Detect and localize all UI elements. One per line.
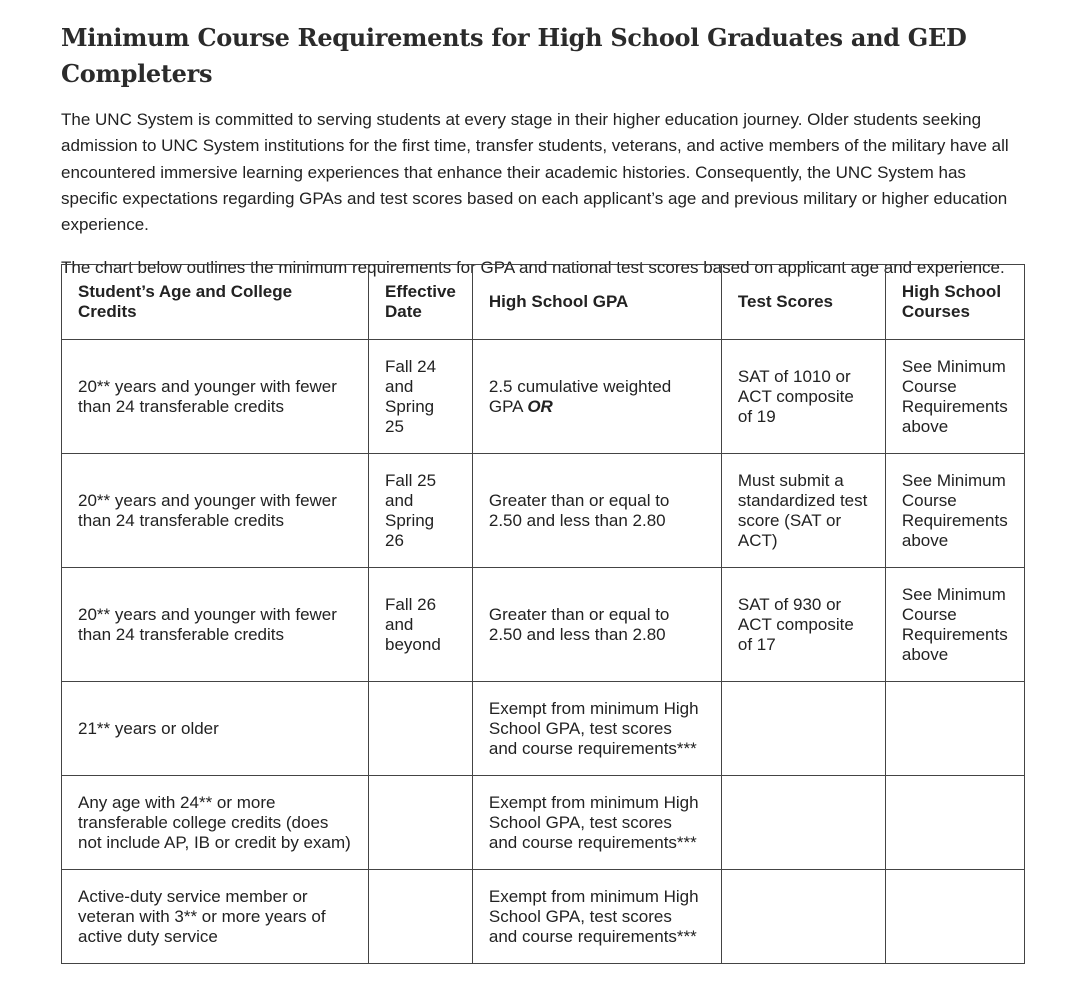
cell-high-school-gpa bbox=[472, 340, 721, 454]
cell-age-credits: 20** years and younger with fewer than 24 transferable credits bbox=[62, 340, 369, 454]
cell-high-school-courses: See Minimum Course Requirements above bbox=[885, 454, 1024, 568]
cell-test-scores: Must submit a standardized test score (SAT or ACT) bbox=[721, 454, 885, 568]
cell-age-credits: Any age with 24** or more transferable college credits (does not include AP, IB or credit by exam) bbox=[62, 776, 369, 870]
content bbox=[61, 20, 1041, 281]
cell-test-scores: SAT of 930 or ACT composite of 17 bbox=[721, 568, 885, 682]
table-row bbox=[62, 340, 1025, 454]
table-row bbox=[62, 568, 1025, 682]
cell-effective-date: Fall 24 and Spring 25 bbox=[369, 340, 473, 454]
cell-test-scores: SAT of 1010 or ACT composite of 19 bbox=[721, 340, 885, 454]
cell-high-school-courses: See Minimum Course Requirements above bbox=[885, 340, 1024, 454]
table-row bbox=[62, 454, 1025, 568]
cell-effective-date bbox=[369, 682, 473, 776]
table-lead-paragraph: The chart below outlines the minimum requirements for GPA and national test scores based on applicant age and experience. bbox=[61, 258, 1005, 278]
cell-high-school-gpa: Exempt from minimum High School GPA, test scores and course requirements*** bbox=[472, 870, 721, 964]
cell-high-school-courses bbox=[885, 682, 1024, 776]
cell-effective-date: Fall 26 and beyond bbox=[369, 568, 473, 682]
intro-paragraph: The UNC System is committed to serving students at every stage in their higher education journey. Older students seeking admission to UNC System institutions for the first time, transfer students, veterans, and active members of the military have all encountered immersive learning experiences that enhance their academic histories. Consequently, the UNC System has specific expectations regarding GPAs and test scores based on each applicant’s age and previous military or higher education experience. bbox=[61, 110, 1009, 235]
cell-test-scores bbox=[721, 682, 885, 776]
cell-age-credits: Active-duty service member or veteran with 3** or more years of active duty service bbox=[62, 870, 369, 964]
table-row bbox=[62, 870, 1025, 964]
header-high-school-courses: High School Courses bbox=[885, 265, 1024, 340]
cell-high-school-gpa: Exempt from minimum High School GPA, test scores and course requirements*** bbox=[472, 776, 721, 870]
cell-high-school-gpa: Exempt from minimum High School GPA, test scores and course requirements*** bbox=[472, 682, 721, 776]
gpa-or-text: OR bbox=[527, 396, 553, 416]
table-row bbox=[62, 682, 1025, 776]
table-header-row bbox=[62, 265, 1025, 340]
cell-test-scores bbox=[721, 870, 885, 964]
table-row bbox=[62, 776, 1025, 870]
cell-age-credits: 20** years and younger with fewer than 24 transferable credits bbox=[62, 454, 369, 568]
requirements-table bbox=[61, 264, 1025, 964]
cell-high-school-gpa: Greater than or equal to 2.50 and less than 2.80 bbox=[472, 454, 721, 568]
page-title: Minimum Course Requirements for High School Graduates and GED Completers bbox=[61, 23, 967, 88]
cell-high-school-courses bbox=[885, 776, 1024, 870]
header-effective-date: Effective Date bbox=[369, 265, 473, 340]
cell-age-credits: 20** years and younger with fewer than 24 transferable credits bbox=[62, 568, 369, 682]
header-test-scores: Test Scores bbox=[721, 265, 885, 340]
header-age-credits: Student’s Age and College Credits bbox=[62, 265, 369, 340]
cell-high-school-courses: See Minimum Course Requirements above bbox=[885, 568, 1024, 682]
header-high-school-gpa: High School GPA bbox=[472, 265, 721, 340]
cell-high-school-courses bbox=[885, 870, 1024, 964]
cell-effective-date bbox=[369, 776, 473, 870]
cell-test-scores bbox=[721, 776, 885, 870]
cell-effective-date: Fall 25 and Spring 26 bbox=[369, 454, 473, 568]
cell-effective-date bbox=[369, 870, 473, 964]
cell-high-school-gpa: Greater than or equal to 2.50 and less than 2.80 bbox=[472, 568, 721, 682]
gpa-text: 2.5 cumulative weighted GPA bbox=[488, 376, 672, 416]
cell-age-credits: 21** years or older bbox=[62, 682, 369, 776]
